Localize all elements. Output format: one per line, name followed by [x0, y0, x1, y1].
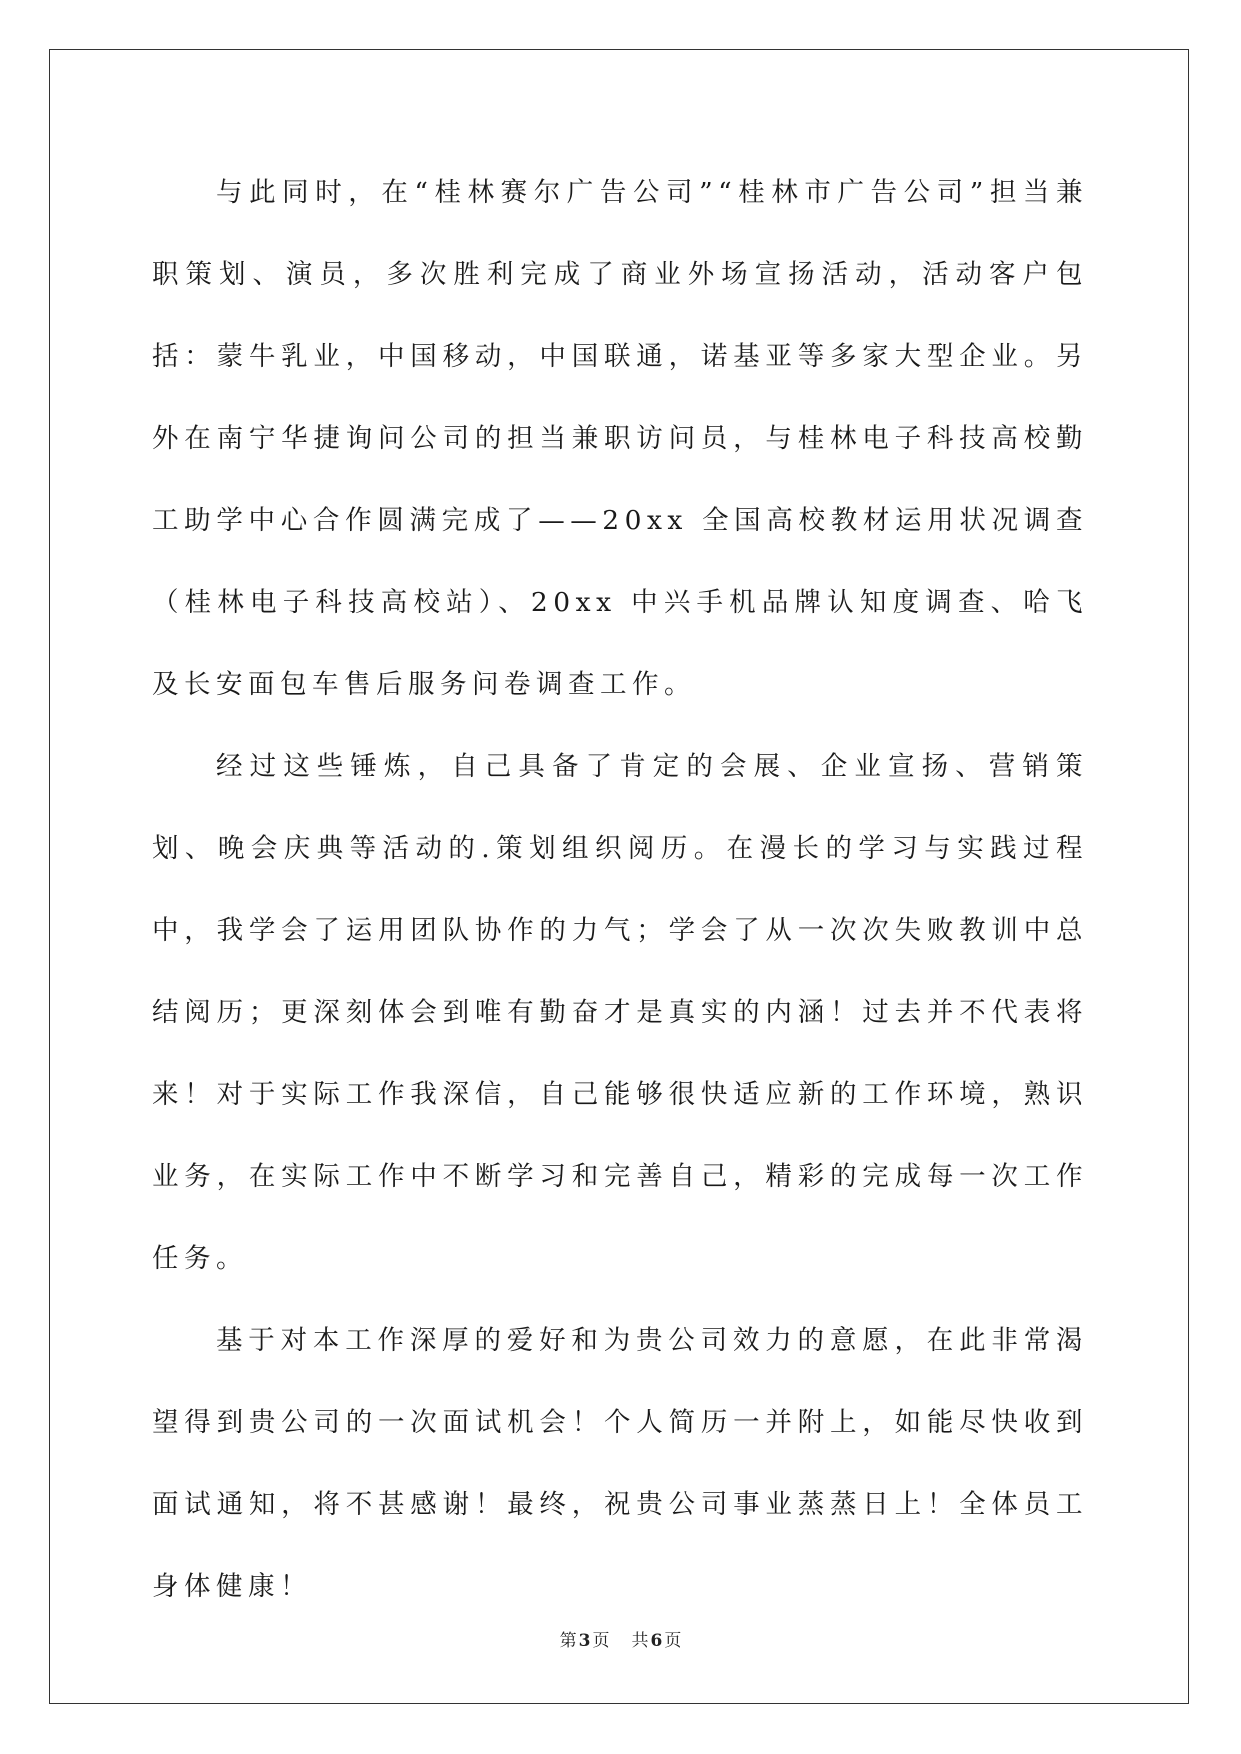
total-suffix: 页: [664, 1631, 682, 1651]
paragraph-3: 基于对本工作深厚的爱好和为贵公司效力的意愿，在此非常渴望得到贵公司的一次面试机会！个人简历一并附上，如能尽快收到面试通知，将不甚感谢！最终，祝贵公司事业蒸蒸日上！全体员工身体健康！: [152, 1325, 1088, 1602]
total-pages-number: 6: [650, 1631, 663, 1651]
total-prefix: 共: [631, 1631, 649, 1651]
page-suffix: 页: [592, 1631, 610, 1651]
current-page-number: 3: [578, 1631, 591, 1651]
paragraph-2: 经过这些锤炼，自己具备了肯定的会展、企业宣扬、营销策划、晚会庆典等活动的.策划组织阅历。在漫长的学习与实践过程中，我学会了运用团队协作的力气；学会了从一次次失败教训中总结阅历；更深刻体会到唯有勤奋才是真实的内涵！过去并不代表将来！对于实际工作我深信，自己能够很快适应新的工作环境，熟识业务，在实际工作中不断学习和完善自己，精彩的完成每一次工作任务。: [152, 751, 1088, 1274]
document-body: [152, 152, 1088, 1628]
page-footer: [0, 1626, 1241, 1651]
page-prefix: 第: [559, 1631, 577, 1651]
paragraph-1: 与此同时，在“桂林赛尔广告公司”“桂林市广告公司”担当兼职策划、演员，多次胜利完成了商业外场宣扬活动，活动客户包括：蒙牛乳业，中国移动，中国联通，诺基亚等多家大型企业。另外在南宁华捷询问公司的担当兼职访问员，与桂林电子科技高校勤工助学中心合作圆满完成了——20xx 全国高校教材运用状况调查（桂林电子科技高校站）、20xx 中兴手机品牌认知度调查、哈飞及长安面包车售后服务问卷调查工作。: [152, 177, 1088, 700]
